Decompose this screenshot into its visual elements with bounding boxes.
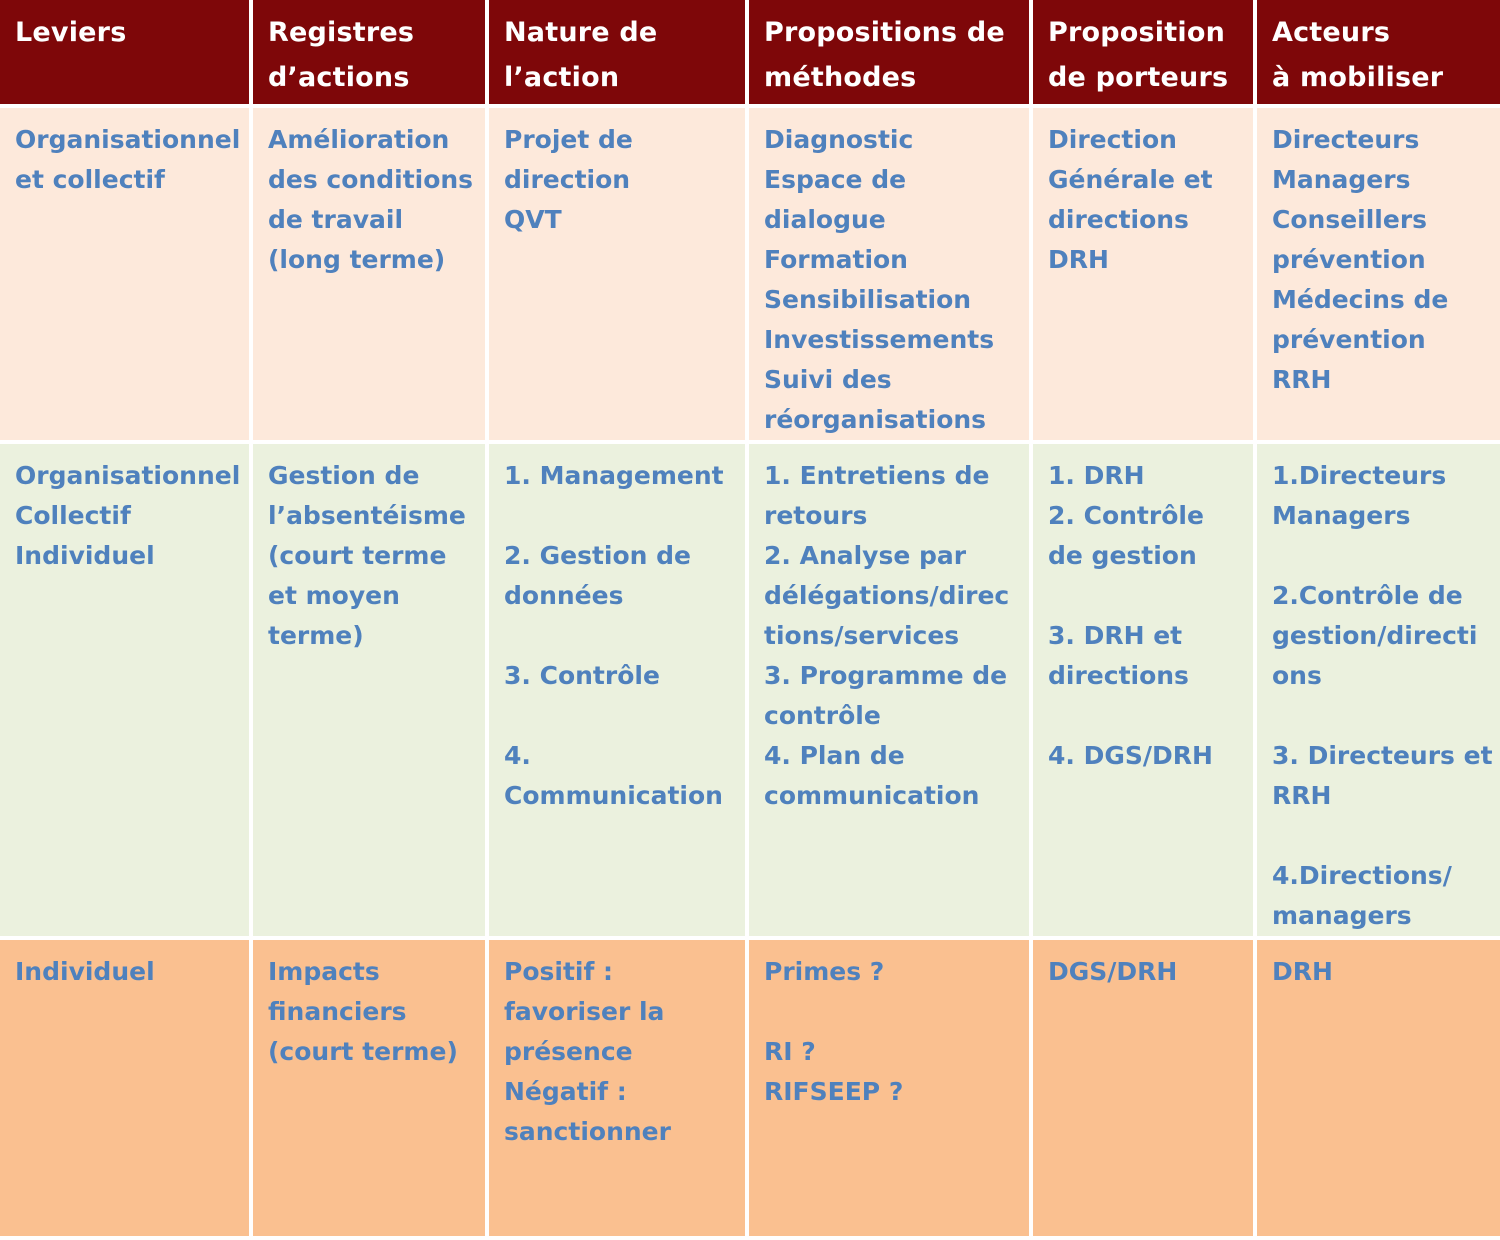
cell-text-line: direction — [504, 165, 631, 194]
cell-text-line: directions — [1048, 661, 1189, 690]
cell-nature-action — [489, 940, 749, 1240]
cell-text-line: prévention — [1272, 245, 1426, 274]
cell-text-line: Négatif : — [504, 1077, 627, 1106]
cell-text-line: 2. Gestion de — [504, 541, 691, 570]
cell-text-line: 3. Directeurs et — [1272, 741, 1493, 770]
cell-text-line: DRH — [1048, 245, 1109, 274]
cell-text-line: Managers — [1272, 165, 1411, 194]
cell-text-line: gestion/directi — [1272, 621, 1478, 650]
cell-acteurs-mobiliser — [1257, 444, 1500, 940]
cell-text-line: Investissements — [764, 325, 995, 354]
cell-text-line: terme) — [268, 621, 364, 650]
cell-leviers — [0, 940, 253, 1240]
cell-text-line: l’absentéisme — [268, 501, 466, 530]
cell-proposition-porteurs — [1033, 940, 1257, 1240]
cell-text-line: 3. Contrôle — [504, 661, 660, 690]
cell-text-line: Amélioration — [268, 125, 450, 154]
cell-text-line: 4. Plan de — [764, 741, 905, 770]
header-text-line: Acteurs — [1272, 17, 1391, 48]
cell-text-line: 4. DGS/DRH — [1048, 741, 1213, 770]
cell-text-line: 4. — [504, 741, 531, 770]
cell-text-line: prévention — [1272, 325, 1426, 354]
cell-text-line — [1272, 696, 1500, 736]
cell-text-line: Gestion de — [268, 461, 420, 490]
cell-text-line: favoriser la — [504, 997, 665, 1026]
cell-registres-actions — [253, 108, 489, 444]
cell-text-line: Suivi des — [764, 365, 892, 394]
cell-registres-actions — [253, 444, 489, 940]
cell-acteurs-mobiliser — [1257, 108, 1500, 444]
cell-text-line: 2. Contrôle — [1048, 501, 1204, 530]
cell-text-line: tions/services — [764, 621, 960, 650]
cell-registres-actions — [253, 940, 489, 1240]
cell-nature-action — [489, 444, 749, 940]
header-text-line: Propositions de — [764, 17, 1005, 48]
cell-text-line: 2.Contrôle de — [1272, 581, 1463, 610]
table-body — [0, 108, 1500, 1240]
cell-leviers — [0, 108, 253, 444]
cell-text-line: managers — [1272, 901, 1412, 930]
header-text-line: Leviers — [15, 17, 127, 48]
cell-proposition-porteurs — [1033, 108, 1257, 444]
cell-text-line: (court terme — [268, 541, 447, 570]
cell-text-line — [504, 496, 745, 536]
cell-text-line: 3. Programme de — [764, 661, 1008, 690]
cell-text-line: directions — [1048, 205, 1189, 234]
cell-propositions-methodes — [749, 108, 1033, 444]
cell-propositions-methodes — [749, 940, 1033, 1240]
cell-text-line: et moyen — [268, 581, 400, 610]
cell-text-line: communication — [764, 781, 980, 810]
cell-text-line: 4.Directions/ — [1272, 861, 1452, 890]
cell-text-line: 1.Directeurs — [1272, 461, 1447, 490]
header-text-line: l’action — [504, 62, 620, 93]
cell-text-line: réorganisations — [764, 405, 987, 434]
cell-text-line: Médecins de — [1272, 285, 1449, 314]
cell-acteurs-mobiliser — [1257, 940, 1500, 1240]
cell-text-line: présence — [504, 1037, 633, 1066]
cell-text-line: RRH — [1272, 781, 1332, 810]
cell-text-line: Espace de — [764, 165, 907, 194]
cell-text-line: 1. Entretiens de — [764, 461, 990, 490]
header-cell-leviers — [0, 0, 253, 108]
header-text-line: Proposition — [1048, 17, 1225, 48]
header-cell-acteurs-mobiliser — [1257, 0, 1500, 108]
cell-text-line: RIFSEEP ? — [764, 1077, 904, 1106]
cell-text-line: sanctionner — [504, 1117, 671, 1146]
cell-text-line: délégations/direc — [764, 581, 1010, 610]
cell-text-line — [504, 696, 745, 736]
table-row — [0, 444, 1500, 940]
cell-propositions-methodes — [749, 444, 1033, 940]
cell-text-line: retours — [764, 501, 868, 530]
cell-text-line — [1048, 696, 1253, 736]
cell-text-line: Générale et — [1048, 165, 1213, 194]
cell-text-line: Individuel — [15, 541, 155, 570]
cell-text-line: dialogue — [764, 205, 886, 234]
cell-text-line: de travail — [268, 205, 404, 234]
cell-text-line: Diagnostic — [764, 125, 914, 154]
header-cell-propositions-methodes — [749, 0, 1033, 108]
cell-text-line: Conseillers — [1272, 205, 1428, 234]
cell-proposition-porteurs — [1033, 444, 1257, 940]
cell-text-line — [1048, 576, 1253, 616]
cell-text-line: Organisationnel — [15, 125, 241, 154]
cell-nature-action — [489, 108, 749, 444]
cell-text-line: ons — [1272, 661, 1322, 690]
cell-text-line: Individuel — [15, 957, 155, 986]
header-text-line: à mobiliser — [1272, 62, 1444, 93]
cell-text-line: Formation — [764, 245, 908, 274]
cell-text-line: contrôle — [764, 701, 881, 730]
cell-text-line: Organisationnel — [15, 461, 241, 490]
cell-text-line: Direction — [1048, 125, 1177, 154]
table-row — [0, 108, 1500, 444]
cell-text-line: Impacts — [268, 957, 380, 986]
cell-text-line: Projet de — [504, 125, 633, 154]
header-text-line: Registres — [268, 17, 415, 48]
cell-text-line: Communication — [504, 781, 723, 810]
cell-text-line: RI ? — [764, 1037, 816, 1066]
cell-text-line: QVT — [504, 205, 562, 234]
header-row — [0, 0, 1500, 108]
cell-text-line: 2. Analyse par — [764, 541, 967, 570]
cell-text-line — [1272, 536, 1500, 576]
header-text-line: de porteurs — [1048, 62, 1229, 93]
table-row — [0, 940, 1500, 1240]
cell-text-line — [764, 992, 1029, 1032]
header-text-line: méthodes — [764, 62, 917, 93]
cell-text-line: Directeurs — [1272, 125, 1420, 154]
cell-text-line — [504, 616, 745, 656]
header-cell-proposition-porteurs — [1033, 0, 1257, 108]
header-text-line: Nature de — [504, 17, 658, 48]
cell-text-line — [1272, 816, 1500, 856]
cell-text-line: de gestion — [1048, 541, 1197, 570]
cell-text-line: (long terme) — [268, 245, 446, 274]
cell-text-line: des conditions — [268, 165, 474, 194]
cell-leviers — [0, 444, 253, 940]
cell-text-line: RRH — [1272, 365, 1332, 394]
header-cell-nature-action — [489, 0, 749, 108]
cell-text-line: (court terme) — [268, 1037, 458, 1066]
header-text-line: d’actions — [268, 62, 410, 93]
cell-text-line: et collectif — [15, 165, 165, 194]
cell-text-line: DRH — [1272, 957, 1333, 986]
header-cell-registres-actions — [253, 0, 489, 108]
cell-text-line: DGS/DRH — [1048, 957, 1178, 986]
cell-text-line: Managers — [1272, 501, 1411, 530]
table-header — [0, 0, 1500, 108]
cell-text-line: 1. Management — [504, 461, 724, 490]
cell-text-line: Sensibilisation — [764, 285, 972, 314]
cell-text-line: 3. DRH et — [1048, 621, 1183, 650]
cell-text-line: données — [504, 581, 624, 610]
cell-text-line: financiers — [268, 997, 407, 1026]
cell-text-line: Positif : — [504, 957, 614, 986]
cell-text-line: 1. DRH — [1048, 461, 1145, 490]
cell-text-line: Primes ? — [764, 957, 885, 986]
cell-text-line: Collectif — [15, 501, 131, 530]
